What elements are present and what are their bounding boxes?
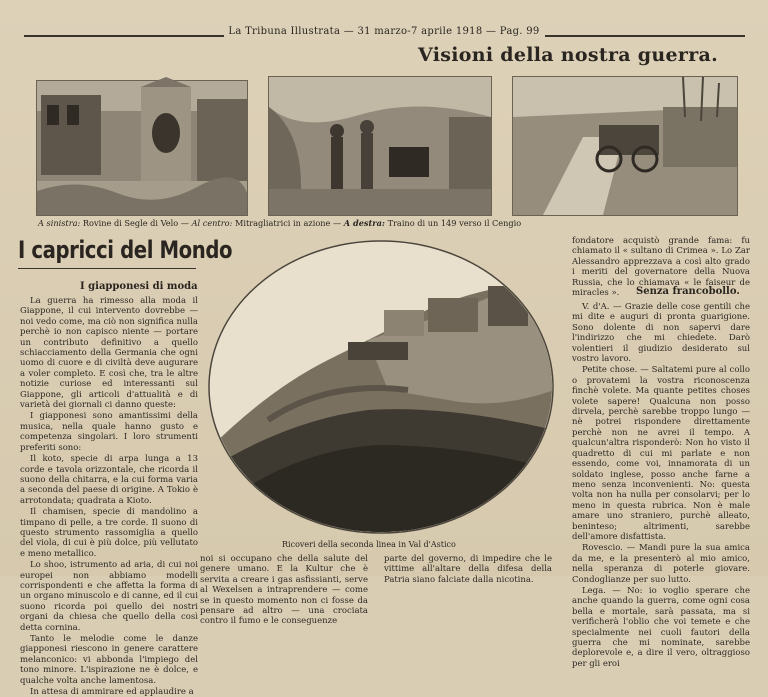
article-paragraph: Il chamisen, specie di mandolino a timpano di pelle, a tre corde. Il suono di questo strumento rassomiglia a quello del viola, di cui è più dolce, più vellutato e meno metallico. [20, 507, 198, 559]
oval-photo-caption: Ricoveri della seconda linea in Val d'Astico [282, 540, 456, 549]
reader-reply: Lega. — No: io voglio sperare che anche quando la guerra, come ogni cosa bella e mortale, sarà passata, ma si verificherà l'oblio che voi temete e che specialmente nei cuoli fautori della guerra che mi nominate, sarebbe deplorevole e, a dire il vero, oltraggioso per gli eroi [572, 585, 750, 669]
bottom-column-a: noi si occupano che della salute del genere umano. E la Kultur che è servita a creare i gas asfissianti, serve al Wexelsen a intraprendere — come se in questo momento non ci fosse da pensare ad altro — una crociata contro il fumo e le conseguenze [200, 554, 368, 627]
header-rule-right [545, 35, 745, 37]
section-title: Visioni della nostra guerra. [418, 44, 719, 66]
photo-caption-strip [38, 218, 738, 228]
article-paragraph: La guerra ha rimesso alla moda il Giappone, il cui intervento dovrebbe — noi vedo come, ma ciò non significa nulla perchè io non capisco niente — portare un contributo definitivo a quello schiacciamento della Germania che ogni uomo di cuore e di civiltà deve augurare a voler completo. E così che, tra le altre notizie curiose ed interessanti sul Giappone, gli articoli d'attualità e di varietà dei giornali ci danno queste: [20, 296, 198, 411]
article-subhead: I giapponesi di moda [80, 281, 198, 292]
caption-left-label: A sinistra: [38, 218, 81, 228]
reader-reply: Petite chose. — Saltatemi pure al collo o provatemi la vostra riconoscenza finchè volete. Ma quante petites choses volete sapere! Qualcuna non posso dirvela, perchè sarebbe troppo lungo — nè potrei rispondere direttamente perchè non ne avrei il tempo. A qualcun'altra risponderò: Non ho visto il quadretto di cui mi parlate e non essendo, come voi, innamorata di un soldato inglese, posso anche farne a meno senza inconvenienti. No: questa volta non ha nulla per consolarvi; per lo meno in questa rubrica. Non è male amare uno straniero, purchè alleato, beninteso; altrimenti, sarebbe dell'amore disfattista. [572, 365, 750, 542]
caption-right-label: A destra: [343, 218, 385, 228]
caption-right: Traino di un 149 verso il Cengio [387, 218, 522, 228]
article-paragraph: I giapponesi sono amantissimi della musica, nella quale hanno gusto e competenza singolari. I loro strumenti preferiti sono: [20, 411, 198, 453]
article-masthead: I capricci del Mondo [18, 236, 233, 264]
article-body [20, 296, 198, 697]
bottom-column-b [384, 554, 552, 585]
running-head: La Tribuna Illustrata — 31 marzo-7 aprile 1918 — Pag. 99 [228, 26, 540, 37]
caption-left: Rovine di Segle di Velo — [82, 218, 189, 228]
masthead-rule [18, 268, 196, 269]
oval-photo-second-line [208, 240, 554, 534]
bottom-column-b-text: parte del governo, di impedire che le vittime all'altare della difesa della Patria siano falciate dalla nicotina. [384, 554, 552, 585]
article-paragraph: Tanto le melodie come le danze giapponesi riescono in genere carattere melanconico: vi abbonda l'impiego del tono minore. L'ispirazione ne è dolce, e qualche volta anche lamentosa. [20, 634, 198, 686]
article-paragraph: Lo shoo, istrumento ad aria, di cui noi europei non abbiamo modelli corrispondenti e che affetta la forma di un organo minuscolo e di canne, ed il cui suono ricorda poi quello dei nostri organi da chiesa che quello della così detta cornina. [20, 560, 198, 633]
photo-cannon-transport [512, 76, 738, 216]
right-column-top: fondatore acquistò grande fama: fu chiamato il « sultano di Crimea ». Lo Zar Alessandro apprezzava a così alto grado i meriti del governatore della Nuova Russia, che lo chiamava « le faiseur de miracles ». [572, 236, 750, 299]
photo-ruins [36, 80, 248, 216]
photo-machine-guns [268, 76, 492, 216]
article-paragraph: Il koto, specie di arpa lunga a 13 corde e tavola orizzontale, che ricorda il suono della chitarra, e la cui forma varia a seconda del paese di origine. A Tokio è arrotondata; quadrata a Kioto. [20, 454, 198, 506]
article-paragraph: In attesa di ammirare ed applaudire a [30, 687, 194, 697]
reader-reply: V. d'A. — Grazie delle cose gentili che mi dite e auguri di pronta guarigione. Sono dolente di non sapervi dare l'indirizzo che mi chiedete. Darò volentieri il giudizio desiderato sul vostro lavoro. [572, 302, 750, 365]
right-column-subhead: Senza francobollo. [636, 286, 740, 297]
caption-center-label: Al centro: [191, 218, 233, 228]
caption-center: Mitragliatrici in azione — [234, 218, 342, 228]
header-rule-left [24, 35, 224, 37]
right-column-body [572, 302, 750, 669]
reader-reply: Rovescio. — Mandi pure la sua amica da me, e la presenterò al mio amico, nella speranza di poterle giovare. Condoglianze per suo lutto. [572, 543, 750, 585]
